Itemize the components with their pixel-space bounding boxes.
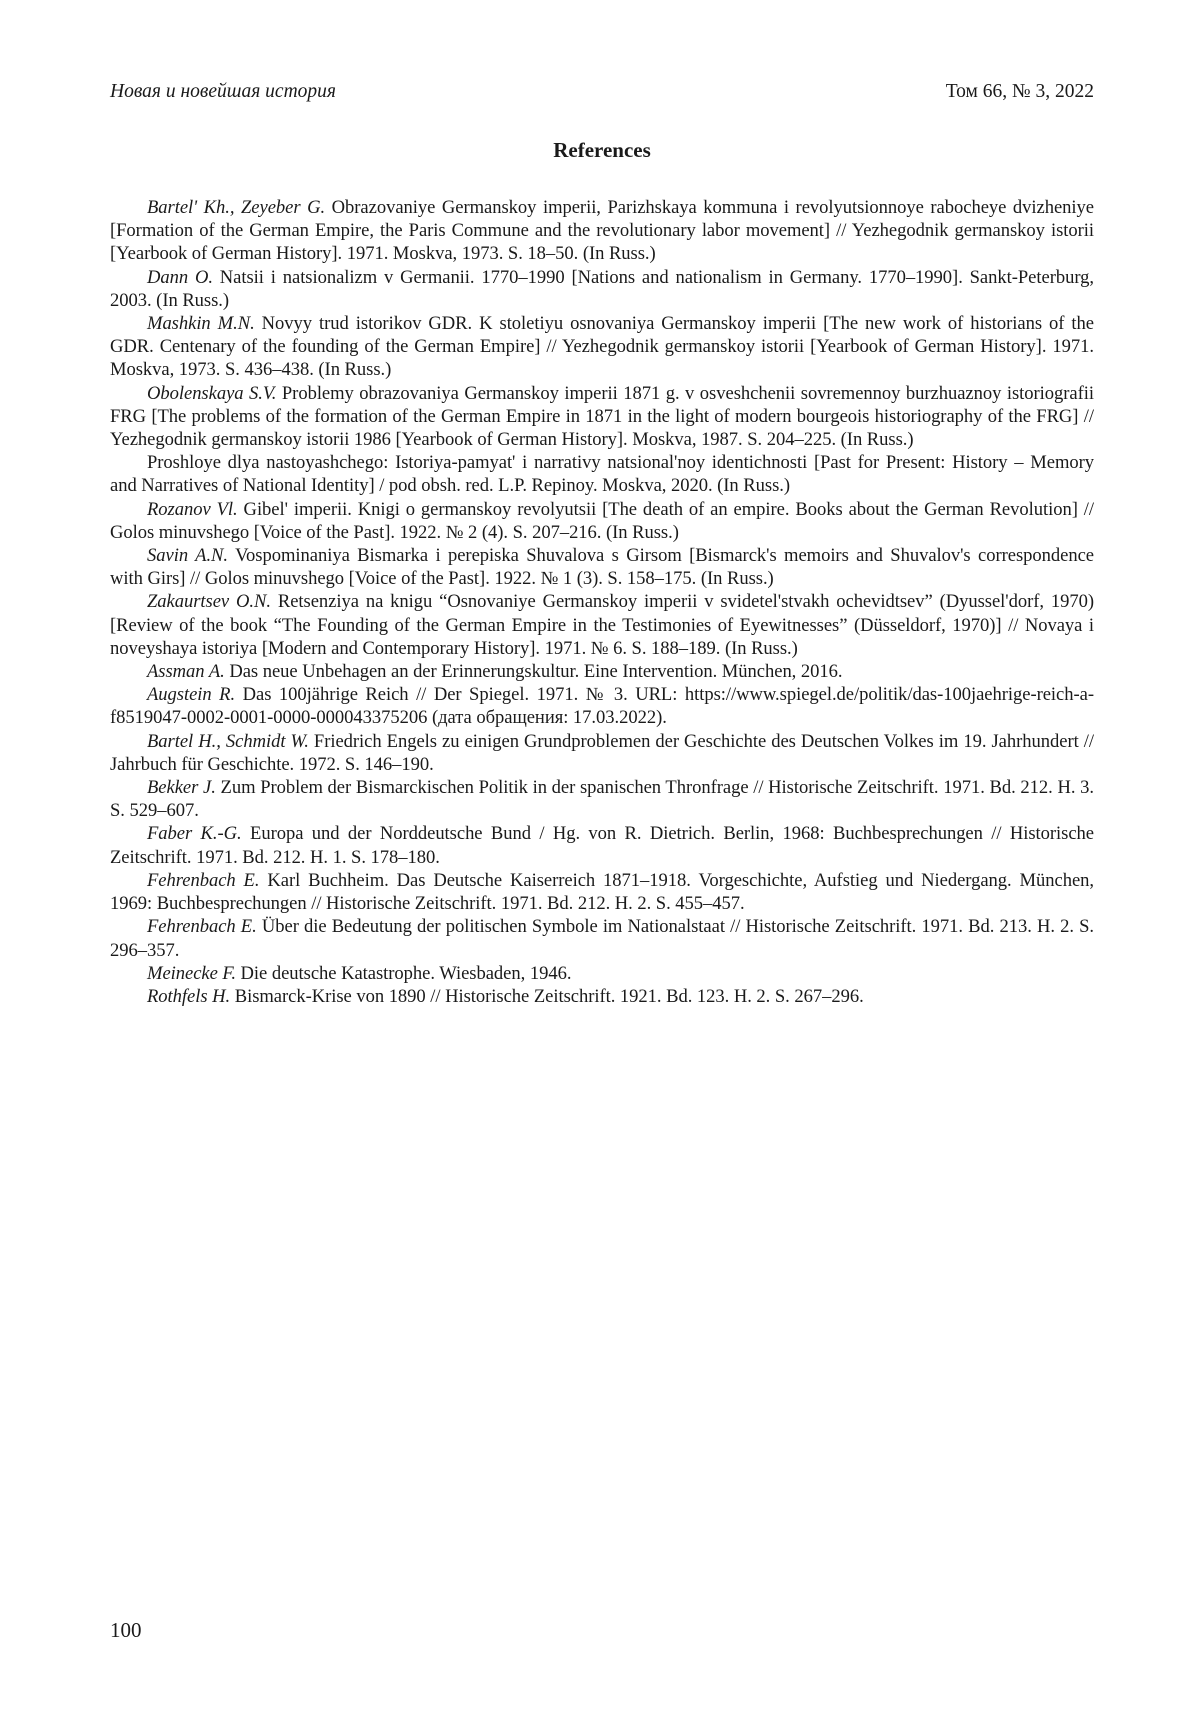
reference-author: Savin A.N.: [147, 545, 228, 567]
reference-author: Bartel H., Schmidt W.: [147, 730, 309, 752]
reference-text: Gibel' imperii. Knigi o germanskoy revolyutsii [The death of an empire. Books about the German Revolution] // Golos minuvshego [Voice of the Past]. 1922. № 2 (4). S. 207–216. (In Russ.): [110, 498, 1095, 543]
reference-author: Fehrenbach E.: [147, 869, 260, 891]
page-number: 100: [110, 1618, 142, 1642]
reference-author: Mashkin M.N.: [147, 313, 255, 335]
reference-text: Vospominaniya Bismarka i perepiska Shuvalova s Girsom [Bismarck's memoirs and Shuvalov's correspondence with Girs] // Golos minuvshego [Voice of the Past]. 1922. № 1 (3). S. 158–175. (In Russ.): [110, 545, 1094, 590]
reference-author: Bartel' Kh., Zeyeber G.: [147, 197, 326, 218]
reference-text: Karl Buchheim. Das Deutsche Kaiserreich 1871–1918. Vorgeschichte, Aufstieg und Niedergang. München, 1969: Buchbesprechungen // Historische Zeitschrift. 1971. Bd. 212. H. 2. S. 455–457.: [110, 869, 1094, 915]
reference-text: Obrazovaniye Germanskoy imperii, Parizhskaya kommuna i revolyutsionnoye rabocheye dvizheniye [Formation of the German Empire, the Paris Commune and the revolutionary labor movement] // Yezhegodnik germanskoy istorii [Yearbook of German History]. 1971. Moskva, 1973. S. 18–50. (In Russ.): [110, 197, 1094, 265]
reference-author: Zakaurtsev O.N.: [147, 591, 271, 613]
reference-text: Europa und der Norddeutsche Bund / Hg. von R. Dietrich. Berlin, 1968: Buchbesprechungen // Historische Zeitschrift. 1971. Bd. 212. H. 1. S. 178–180.: [110, 823, 1094, 868]
reference-author: Faber K.-G.: [147, 823, 242, 845]
section-title: References: [553, 138, 651, 162]
reference-item: [110, 498, 1094, 544]
reference-item: [110, 915, 1094, 961]
reference-text: Retsenziya na knigu “Osnovaniye Germanskoy imperii v svidetel'stvakh ochevidtsev” (Dyussel'dorf, 1970) [Review of the book “The Founding of the German Empire in the Testimonies of Eyewitnesses” (Düsseldorf, 1970)] // Novaya i noveyshaya istoriya [Modern and Contemporary History]. 1971. № 6. S. 188–189. (In Russ.): [110, 591, 1095, 659]
reference-author: Rothfels H.: [147, 985, 231, 1007]
reference-author: Obolenskaya S.V.: [147, 382, 277, 404]
reference-author: Meinecke F.: [147, 962, 236, 984]
reference-author: Bekker J.: [147, 777, 216, 799]
reference-item: [110, 683, 1094, 729]
reference-item: [110, 962, 1094, 985]
reference-text: Friedrich Engels zu einigen Grundproblemen der Geschichte des Deutschen Volkes im 19. Jahrhundert // Jahrbuch für Geschichte. 1972. S. 146–190.: [110, 730, 1095, 775]
reference-list: [110, 196, 1094, 1008]
reference-item: [110, 776, 1094, 822]
reference-item: [110, 985, 1094, 1008]
reference-author: Rozanov Vl.: [147, 498, 238, 520]
reference-text: Bismarck-Krise von 1890 // Historische Zeitschrift. 1921. Bd. 123. H. 2. S. 267–296.: [230, 985, 864, 1007]
reference-author: Fehrenbach E.: [147, 916, 257, 938]
reference-item: [110, 822, 1094, 868]
reference-item: [110, 544, 1094, 590]
reference-item: [110, 312, 1094, 382]
journal-title: Новая и новейшая история: [110, 81, 336, 102]
reference-text: Novyy trud istorikov GDR. K stoletiyu osnovaniya Germanskoy imperii [The new work of historians of the GDR. Centenary of the founding of the German Empire] // Yezhegodnik germanskoy istorii [Yearbook of German History]. 1971. Moskva, 1973. S. 436–438. (In Russ.): [110, 313, 1094, 381]
reference-item: [110, 869, 1094, 915]
reference-text: Die deutsche Katastrophe. Wiesbaden, 1946.: [235, 962, 572, 984]
running-head: [110, 80, 1094, 104]
reference-author: Dann O.: [147, 266, 213, 288]
reference-item: [110, 590, 1094, 660]
reference-item: [110, 196, 1094, 266]
reference-text: Über die Bedeutung der politischen Symbole im Nationalstaat // Historische Zeitschrift. 1971. Bd. 213. H. 2. S. 296–357.: [110, 916, 1095, 961]
reference-text: Zum Problem der Bismarckischen Politik in der spanischen Thronfrage // Historische Zeitschrift. 1971. Bd. 212. H. 3. S. 529–607.: [110, 777, 1094, 822]
reference-item: [110, 266, 1094, 312]
reference-item: [110, 451, 1094, 497]
reference-text: Das 100jährige Reich // Der Spiegel. 1971. № 3. URL: https://www.spiegel.de/politik/das-100jaehrige-reich-a-f8519047-0002-0001-0000-000043375206 (дата обращения: 17.03.2022).: [110, 684, 1094, 729]
reference-text: Natsii i natsionalizm v Germanii. 1770–1990 [Nations and nationalism in Germany. 1770–1990]. Sankt-Peterburg, 2003. (In Russ.): [110, 266, 1094, 311]
issue-info: Том 66, № 3, 2022: [945, 81, 1094, 102]
reference-item: [110, 382, 1094, 452]
reference-author: Assman A.: [147, 661, 225, 683]
reference-author: Augstein R.: [147, 684, 236, 706]
reference-text: Proshloye dlya nastoyashchego: Istoriya-pamyat' i narrativy natsional'noy identichnosti [Past for Present: History – Memory and Narratives of National Identity] / pod obsh. red. L.P. Repinoy. Moskva, 2020. (In Russ.): [110, 452, 1094, 497]
reference-item: [110, 660, 1094, 683]
reference-text: Das neue Unbehagen an der Erinnerungskultur. Eine Intervention. München, 2016.: [224, 661, 843, 683]
reference-item: [110, 730, 1094, 776]
reference-text: Problemy obrazovaniya Germanskoy imperii 1871 g. v osveshchenii sovremennoy burzhuaznoy istoriografii FRG [The problems of the formation of the German Empire in 1871 in the light of modern bourgeois historiography of the FRG] // Yezhegodnik germanskoy istorii 1986 [Yearbook of German History]. Moskva, 1987. S. 204–225. (In Russ.): [110, 382, 1095, 451]
